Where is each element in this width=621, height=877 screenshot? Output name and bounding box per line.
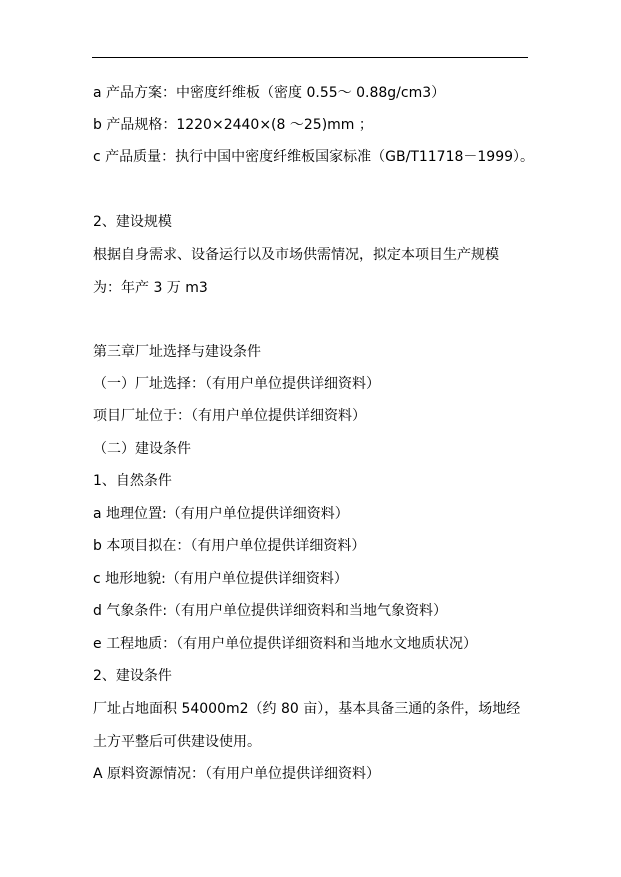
product-plan-line: a 产品方案：中密度纤维板（密度 0.55～ 0.88g/cm3） [93,85,446,101]
paragraph-line: 项目厂址位于：（有用户单位提供详细资料） [93,408,366,424]
section-heading-natural: 1、自然条件 [93,473,172,489]
subsection-heading: （二）建设条件 [93,441,191,457]
paragraph-line: 根据自身需求、设备运行以及市场供需情况，拟定本项目生产规模 [93,247,499,263]
list-item: A 原料资源情况：（有用户单位提供详细资料） [93,766,381,782]
product-quality-line: c 产品质量：执行中国中密度纤维板国家标准（GB/T11718－1999）。 [93,149,535,165]
paragraph-line: 厂址占地面积 54000m2（约 80 亩），基本具备三通的条件，场地经 [93,701,521,717]
section-heading-conditions: 2、建设条件 [93,668,172,684]
list-item: e 工程地质：（有用户单位提供详细资料和当地水文地质状况） [93,636,478,652]
subsection-heading: （一）厂址选择：（有用户单位提供详细资料） [93,376,380,392]
header-rule [92,57,528,58]
product-spec-line: b 产品规格：1220×2440×(8 ～25)mm ； [93,117,373,133]
list-item: b 本项目拟在：（有用户单位提供详细资料） [93,538,366,554]
section-heading-scale: 2、建设规模 [93,214,172,230]
list-item: c 地形地貌:（有用户单位提供详细资料） [93,571,348,587]
list-item: d 气象条件:（有用户单位提供详细资料和当地气象资料） [93,603,448,619]
paragraph-line: 为：年产 3 万 m3 [93,280,208,296]
paragraph-line: 土方平整后可供建设使用。 [93,734,261,750]
list-item: a 地理位置:（有用户单位提供详细资料） [93,506,349,522]
chapter-heading: 第三章厂址选择与建设条件 [93,344,261,360]
